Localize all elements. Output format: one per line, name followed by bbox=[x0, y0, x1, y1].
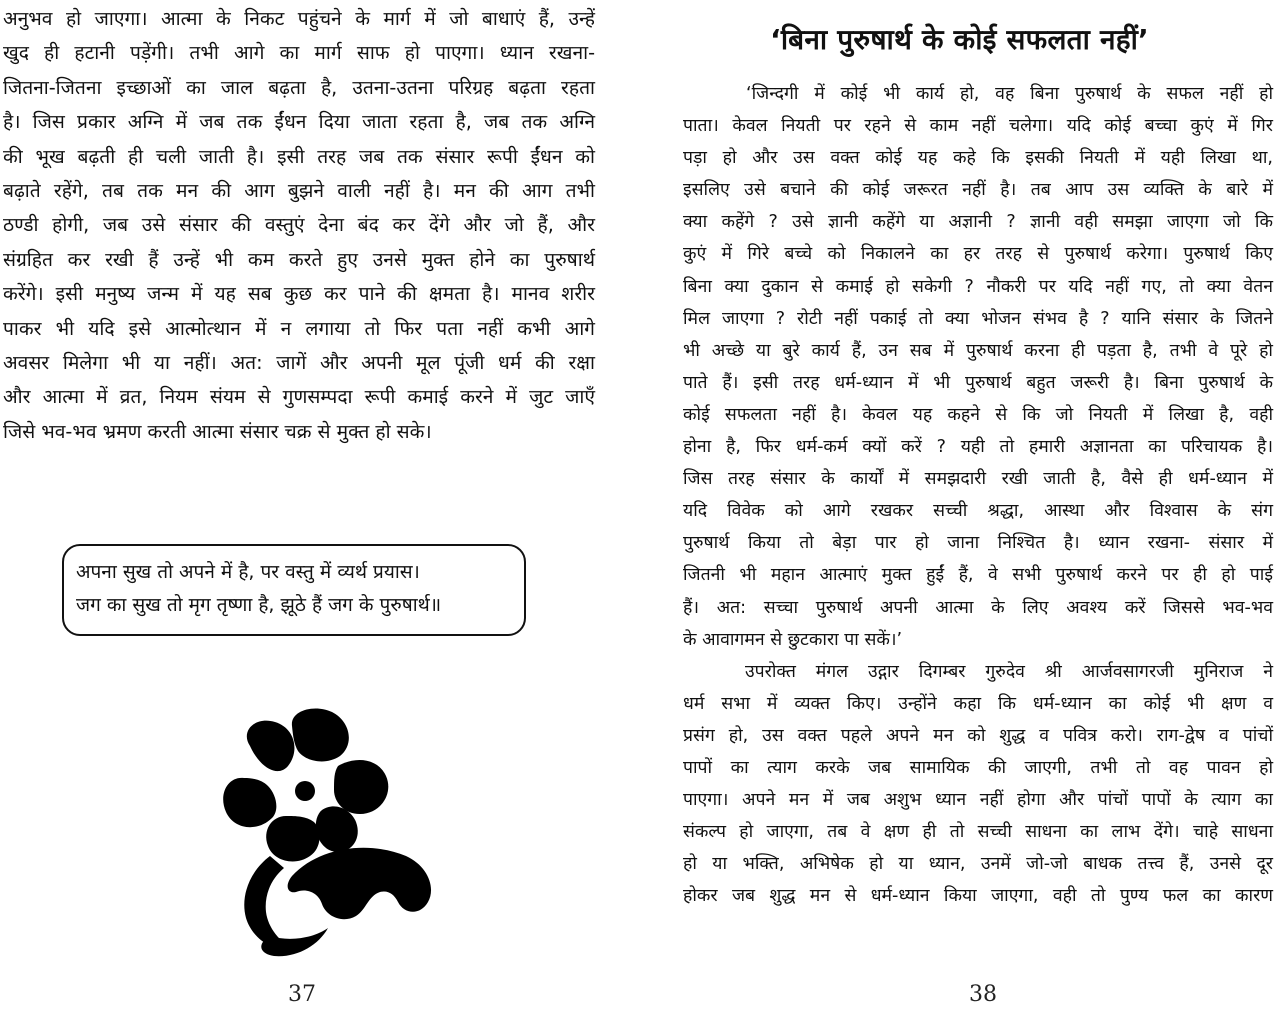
text-line: भी अच्छे या बुरे कार्य हैं, उन सब में पुरुषार्थ करना ही पड़ता है, तभी वे पूरे हो bbox=[683, 340, 1273, 361]
text-line: पुरुषार्थ किया तो बेड़ा पार हो जाना निश्चित है। ध्यान रखना- संसार में bbox=[683, 533, 1273, 554]
text-line: की भूख बढ़ती ही चली जाती है। इसी तरह जब तक संसार रूपी ईंधन को bbox=[3, 144, 595, 168]
text-line: होना है, फिर धर्म-कर्म क्यों करें ? यही तो हमारी अज्ञानता का परिचायक है। bbox=[683, 437, 1273, 458]
text-line: कुएं में गिरे बच्चे को निकालने का हर तरह से पुरुषार्थ करेगा। पुरुषार्थ किए bbox=[683, 244, 1273, 265]
text-line: कोई सफलता नहीं है। केवल यह कहने से कि जो नियती में लिखा है, वही bbox=[683, 404, 1273, 425]
text-line: पड़ा हो और उस वक्त कोई यह कहे कि इसकी नियती में यही लिखा था, bbox=[683, 148, 1273, 169]
text-line: जितनी भी महान आत्माएं मुक्त हुईं हैं, वे सभी पुरुषार्थ करने पर ही हो पाई bbox=[683, 565, 1273, 586]
verse-line: जग का सुख तो मृग तृष्णा है, झूठे हैं जग के पुरुषार्थ॥ bbox=[76, 594, 442, 616]
text-line: मिल जाएगा ? रोटी नहीं पकाई तो क्या भोजन संभव है ? यानि संसार के जितने bbox=[683, 308, 1273, 329]
text-line: इसलिए उसे बचाने की कोई जरूरत नहीं है। तब आप उस व्यक्ति के बारे में bbox=[683, 180, 1273, 201]
text-line: उपरोक्त मंगल उद्गार दिगम्बर गुरुदेव श्री आर्जवसागरजी मुनिराज ने bbox=[745, 661, 1273, 682]
text-line: संग्रहित कर रखी हैं उन्हें भी कम करते हुए उनसे मुक्त होने का पुरुषार्थ bbox=[3, 247, 595, 271]
text-line: क्या कहेंगे ? उसे ज्ञानी कहेंगे या अज्ञानी ? ज्ञानी वही समझा जाएगा जो कि bbox=[683, 212, 1273, 233]
text-line: जिस तरह संसार के कार्यों में समझदारी रखी जाती है, वैसे ही धर्म-ध्यान में bbox=[683, 469, 1273, 490]
text-line: जितना-जितना इच्छाओं का जाल बढ़ता है, उतना-उतना परिग्रह बढ़ता रहता bbox=[3, 75, 595, 99]
flower-ornament-icon bbox=[210, 706, 440, 960]
text-line: के आवागमन से छुटकारा पा सकें।’ bbox=[683, 629, 903, 650]
chapter-title: ‘बिना पुरुषार्थ के कोई सफलता नहीं’ bbox=[770, 23, 1149, 56]
text-line: पाकर भी यदि इसे आत्मोत्थान में न लगाया तो फिर पता नहीं कभी आगे bbox=[3, 316, 595, 340]
text-line: हो या भक्ति, अभिषेक हो या ध्यान, उनमें जो-जो बाधक तत्त्व हैं, उनसे दूर bbox=[683, 854, 1273, 875]
text-line: करेंगे। इसी मनुष्य जन्म में यह सब कुछ कर पाने की क्षमता है। मानव शरीर bbox=[3, 282, 595, 306]
right-paragraphs bbox=[683, 78, 1273, 912]
text-line: संकल्प हो जाएगा, तब वे क्षण ही तो सच्ची साधना का लाभ देंगे। चाहे साधना bbox=[683, 822, 1273, 843]
text-line: होकर जब शुद्ध मन से धर्म-ध्यान किया जाएगा, वही तो पुण्य फल का कारण bbox=[683, 886, 1273, 907]
text-line: खुद ही हटानी पड़ेंगी। तभी आगे का मार्ग साफ हो पाएगा। ध्यान रखना- bbox=[3, 41, 595, 65]
verse-box bbox=[62, 544, 526, 636]
right-page bbox=[640, 0, 1279, 1013]
text-line: पाएगा। अपने मन में जब अशुभ ध्यान नहीं होगा और पांचों पापों के त्याग का bbox=[683, 790, 1273, 811]
text-line: बिना क्या दुकान से कमाई हो सकेगी ? नौकरी पर यदि नहीं गए, तो क्या वेतन bbox=[683, 276, 1273, 297]
text-line: है। जिस प्रकार अग्नि में जब तक ईंधन दिया जाता रहता है, जब तक अग्नि bbox=[3, 110, 595, 134]
page-number: 37 bbox=[288, 982, 316, 1007]
text-line: और आत्मा में व्रत, नियम संयम से गुणसम्पदा रूपी कमाई करने में जुट जाएँ bbox=[3, 385, 595, 409]
verse-line: अपना सुख तो अपने में है, पर वस्तु में व्यर्थ प्रयास। bbox=[76, 561, 420, 583]
text-line: अनुभव हो जाएगा। आत्मा के निकट पहुंचने के मार्ग में जो बाधाएं हैं, उन्हें bbox=[3, 7, 595, 30]
text-line: प्रसंग हो, उस वक्त पहले अपने मन को शुद्ध व पवित्र करो। राग-द्वेष व पांचों bbox=[683, 725, 1273, 746]
text-line: बढ़ाते रहेंगे, तब तक मन की आग बुझने वाली नहीं है। मन की आग तभी bbox=[3, 179, 595, 203]
text-line: पाता। केवल नियती पर रहने से काम नहीं चलेगा। यदि कोई बच्चा कुएं में गिर bbox=[683, 116, 1273, 137]
text-line: ‘जिन्दगी में कोई भी कार्य हो, वह बिना पुरुषार्थ के सफल नहीं हो bbox=[746, 84, 1273, 104]
text-line: धर्म सभा में व्यक्त किए। उन्होंने कहा कि धर्म-ध्यान का कोई भी क्षण व bbox=[683, 693, 1273, 714]
text-line: हैं। अत: सच्चा पुरुषार्थ अपनी आत्मा के लिए अवश्य करें जिससे भव-भव bbox=[683, 597, 1273, 618]
text-line: जिसे भव-भव भ्रमण करती आत्मा संसार चक्र से मुक्त हो सके। bbox=[3, 419, 432, 443]
text-line: पापों का त्याग करके जब सामायिक की जाएगी, तभी तो वह पावन हो bbox=[683, 757, 1273, 778]
text-line: अवसर मिलेगा भी या नहीं। अत: जागें और अपनी मूल पूंजी धर्म की रक्षा bbox=[3, 351, 595, 375]
text-line: यदि विवेक को आगे रखकर सच्ची श्रद्धा, आस्था और विश्वास के संग bbox=[683, 501, 1273, 522]
left-paragraph bbox=[3, 2, 595, 449]
text-line: पाते हैं। इसी तरह धर्म-ध्यान में भी पुरुषार्थ बहुत जरूरी है। बिना पुरुषार्थ के bbox=[683, 372, 1273, 393]
text-line: ठण्डी होगी, जब उसे संसार की वस्तुएं देना बंद कर देंगे और जो हैं, और bbox=[3, 213, 595, 237]
page-number: 38 bbox=[969, 982, 997, 1007]
